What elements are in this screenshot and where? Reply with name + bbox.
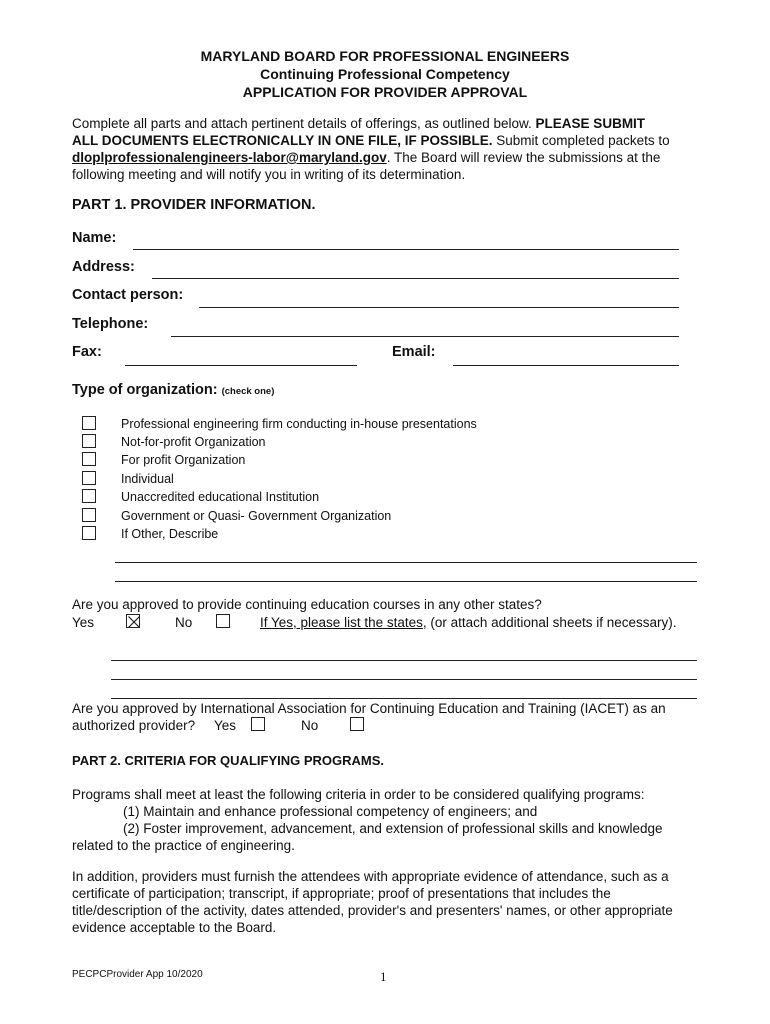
check-mark-icon <box>127 615 141 629</box>
org-option-label: If Other, Describe <box>121 527 219 541</box>
org-option-checkbox[interactable] <box>82 526 96 540</box>
address-field[interactable] <box>152 278 679 279</box>
iacet-yes-label: Yes <box>214 718 237 733</box>
page-number: 1 <box>380 969 387 984</box>
criteria-item-1: (1) Maintain and enhance professional competency of engineers; and <box>123 804 538 819</box>
states-no-label: No <box>175 615 193 630</box>
name-field[interactable] <box>133 249 679 250</box>
form-header-title: APPLICATION FOR PROVIDER APPROVAL <box>242 84 528 100</box>
email-field[interactable] <box>453 365 679 366</box>
intro-line-1 <box>72 115 712 132</box>
states-yes-checkbox[interactable] <box>126 614 140 628</box>
states-list-line-1[interactable] <box>111 660 697 661</box>
organization-type-label <box>72 382 274 398</box>
iacet-no-checkbox[interactable] <box>350 717 364 731</box>
states-list-line-2[interactable] <box>111 679 697 680</box>
fax-field[interactable] <box>125 365 357 366</box>
attendance-evidence-line-4: evidence acceptable to the Board. <box>72 920 277 935</box>
org-option-label: Individual <box>121 472 174 486</box>
email-label: Email: <box>392 344 436 360</box>
criteria-intro: Programs shall meet at least the following criteria in order to be considered qualifying programs: <box>72 787 645 802</box>
org-option-label: For profit Organization <box>121 453 246 467</box>
intro-emphasis: PLEASE SUBMIT <box>535 116 646 131</box>
states-instruction-underlined: If Yes, please list the states <box>260 615 423 630</box>
org-option-checkbox[interactable] <box>82 471 96 485</box>
submission-email-link[interactable]: dloplprofessionalengineers-labor@maryland.gov <box>72 150 387 165</box>
org-option-label: Not-for-profit Organization <box>121 435 266 449</box>
address-label: Address: <box>72 259 135 275</box>
criteria-item-2b: related to the practice of engineering. <box>72 838 295 853</box>
org-option-checkbox[interactable] <box>82 489 96 503</box>
org-option-checkbox[interactable] <box>82 452 96 466</box>
form-header-program: Continuing Professional Competency <box>260 66 510 82</box>
intro-line-3 <box>72 149 712 166</box>
org-option-checkbox[interactable] <box>82 434 96 448</box>
states-list-line-3[interactable] <box>111 698 697 699</box>
iacet-question-line-1: Are you approved by International Association for Continuing Education and Training (IACET) as an <box>72 701 666 716</box>
intro-text-2: Submit completed packets to <box>492 133 670 148</box>
contact-person-field[interactable] <box>199 307 679 308</box>
iacet-no-label: No <box>301 718 319 733</box>
org-option-checkbox[interactable] <box>82 416 96 430</box>
intro-line-4: following meeting and will notify you in writing of its determination. <box>72 167 466 182</box>
other-states-question: Are you approved to provide continuing education courses in any other states? <box>72 597 542 612</box>
fax-label: Fax: <box>72 344 102 360</box>
telephone-field[interactable] <box>171 336 679 337</box>
form-header-agency: MARYLAND BOARD FOR PROFESSIONAL ENGINEERS <box>200 48 570 64</box>
intro-emphasis-2: ALL DOCUMENTS ELECTRONICALLY IN ONE FILE, IF POSSIBLE. <box>72 133 493 148</box>
part2-title: PART 2. CRITERIA FOR QUALIFYING PROGRAMS. <box>72 753 385 768</box>
states-instruction <box>260 614 677 631</box>
org-option-checkbox[interactable] <box>82 508 96 522</box>
organization-type-text: Type of organization: <box>72 382 218 398</box>
form-identifier: PECPCProvider App 10/2020 <box>72 969 203 980</box>
states-instruction-rest: , (or attach additional sheets if necessary). <box>422 615 677 630</box>
attendance-evidence-line-3: title/description of the activity, dates attended, provider's and presenters' names, or other appropriate <box>72 903 673 918</box>
telephone-label: Telephone: <box>72 316 149 332</box>
intro-text: Complete all parts and attach pertinent details of offerings, as outlined below. <box>72 116 536 131</box>
org-option-label: Professional engineering firm conducting in-house presentations <box>121 417 477 431</box>
attendance-evidence-line-1: In addition, providers must furnish the attendees with appropriate evidence of attendance, such as a <box>72 869 669 884</box>
part1-title: PART 1. PROVIDER INFORMATION. <box>72 197 316 213</box>
intro-text-3: . The Board will review the submissions at the <box>386 150 661 165</box>
attendance-evidence-line-2: certificate of participation; transcript, if appropriate; proof of presentations that includes the <box>72 886 611 901</box>
criteria-item-2a: (2) Foster improvement, advancement, and extension of professional skills and knowledge <box>123 821 663 836</box>
other-describe-line-2[interactable] <box>115 581 697 582</box>
organization-type-hint: (check one) <box>221 386 275 397</box>
org-option-label: Unaccredited educational Institution <box>121 490 320 504</box>
states-no-checkbox[interactable] <box>216 614 230 628</box>
iacet-yes-checkbox[interactable] <box>251 717 265 731</box>
org-option-label: Government or Quasi- Government Organization <box>121 509 392 523</box>
other-describe-line-1[interactable] <box>115 562 697 563</box>
name-label: Name: <box>72 230 117 246</box>
states-yes-label: Yes <box>72 615 95 630</box>
contact-person-label: Contact person: <box>72 287 184 303</box>
intro-line-2 <box>72 132 712 149</box>
iacet-question-line-2: authorized provider? <box>72 718 196 733</box>
